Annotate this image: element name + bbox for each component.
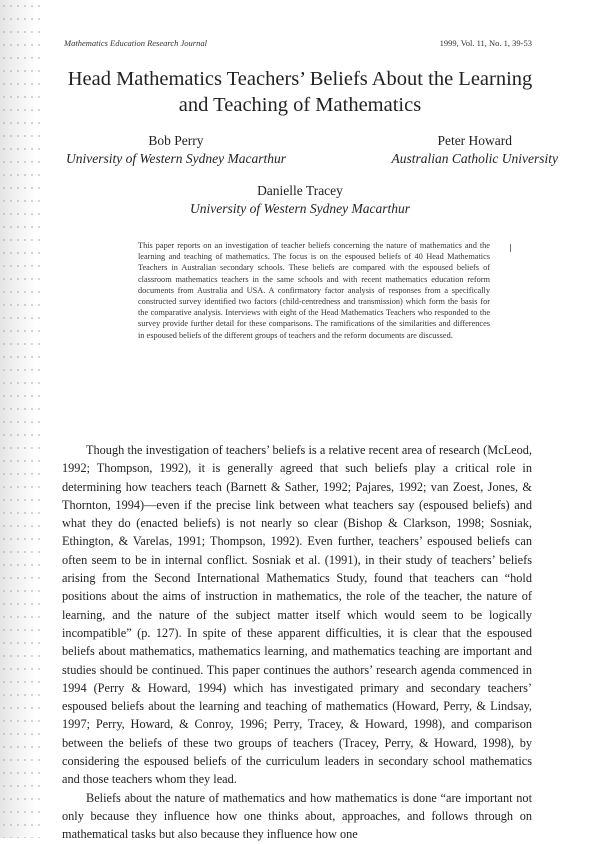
volume-citation: 1999, Vol. 11, No. 1, 39-53: [439, 38, 532, 48]
author-block-tracey: [60, 182, 540, 218]
author-affiliation: University of Western Sydney Macarthur: [66, 151, 286, 166]
author-row-1: [60, 132, 558, 168]
abstract: This paper reports on an investigation of teacher beliefs concerning the nature of mathematics and the learning and teaching of mathematics. The focus is on the espoused beliefs of 40 Head Mathematics Teachers in Australian secondary schools. These beliefs are compared with the espoused beliefs of classroom mathematics teachers in the same schools and with recent mathematics education reform documents from Australia and USA. A confirmatory factor analysis of responses from a specifically constructed survey identified two factors (child-centredness and transmission) which form the basis for the comparative analysis. Interviews with eight of the Head Mathematics Teachers who responded to the survey provide further detail for these comparisons. The ramifications of the similarities and differences in espoused beliefs of the different groups of teachers and the reform documents are discussed.: [138, 241, 490, 340]
author-block-howard: [392, 132, 559, 168]
author-name: Danielle Tracey: [257, 183, 343, 198]
author-affiliation: Australian Catholic University: [391, 151, 558, 166]
author-row-2: [60, 182, 540, 218]
scan-edge-artifact: [0, 0, 40, 838]
body-text: [62, 441, 532, 844]
journal-name: Mathematics Education Research Journal: [64, 38, 207, 48]
author-block-perry: [66, 132, 286, 168]
margin-mark: [510, 244, 511, 252]
paper-title: Head Mathematics Teachers’ Beliefs About the Learning and Teaching of Mathematics: [67, 68, 533, 116]
author-affiliation: University of Western Sydney Macarthur: [190, 201, 410, 216]
author-name: Bob Perry: [148, 133, 204, 148]
body-paragraph-2: Beliefs about the nature of mathematics and how mathematics is done “are important not only because they influence how one thinks about, approaches, and follows through on mathematical tasks but also because they influence how one: [62, 790, 532, 842]
body-paragraph-1: Though the investigation of teachers’ beliefs is a relative recent area of research (McLeod, 1992; Thompson, 1992), it is generally agreed that such beliefs play a critical role in determining how teachers teach (Barnett & Sather, 1992; Pajares, 1992; van Zoest, Jones, & Thornton, 1994)—even if the precise link between what teachers say (espoused beliefs) and what they do (enacted beliefs) is not nearly so clear (Bishop & Clarkson, 1998; Sosniak, Ethington, & Varelas, 1991; Thompson, 1992). Even further, teachers’ espoused beliefs can often seem to be in internal conflict. Sosniak et al. (1991), in their study of teachers’ beliefs arising from the Second International Mathematics Study, found that teachers can “hold positions about the aims of instruction in mathematics, the role of the teacher, the nature of learning, and the nature of the subject matter itself which would seem to be logically incompatible” (p. 127). In spite of these apparent difficulties, it is clear that the espoused beliefs about mathematics, mathematics learning, and mathematics teaching are important and studies should be continued. This paper continues the authors’ research agenda commenced in 1994 (Perry & Howard, 1994) which has investigated primary and secondary teachers’ espoused beliefs about the learning and teaching of mathematics (Howard, Perry, & Lindsay, 1997; Perry, Howard, & Conroy, 1996; Perry, Tracey, & Howard, 1998), and comparison between the beliefs of these two groups of teachers (Tracey, Perry, & Howard, 1998), by considering the espoused beliefs of the curriculum leaders in secondary school mathematics and those teachers whom they lead.: [62, 443, 532, 787]
running-head: [64, 38, 532, 48]
author-name: Peter Howard: [437, 133, 513, 148]
